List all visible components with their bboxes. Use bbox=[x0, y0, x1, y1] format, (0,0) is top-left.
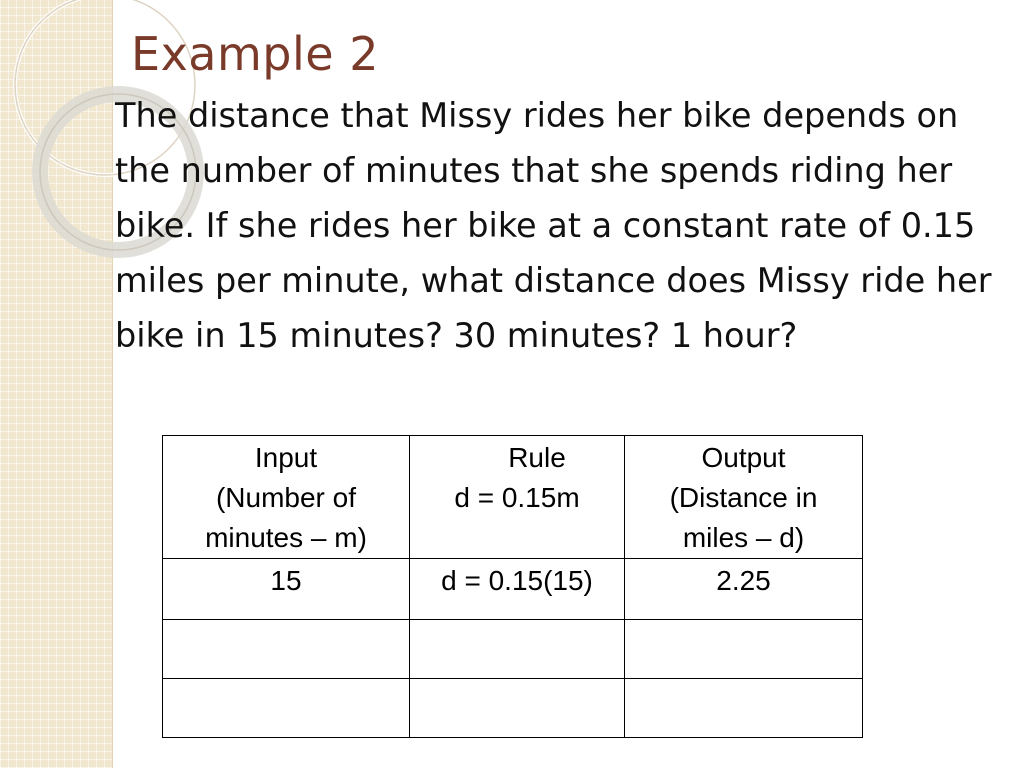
header-line: (Number of bbox=[215, 482, 357, 513]
header-line: Input bbox=[254, 442, 318, 473]
output-header bbox=[625, 436, 863, 559]
header-line: minutes – m) bbox=[205, 522, 367, 553]
table-cell bbox=[625, 620, 863, 679]
table-row bbox=[163, 559, 863, 620]
table-cell bbox=[410, 620, 625, 679]
input-header bbox=[163, 436, 410, 559]
header-line: d = 0.15m bbox=[454, 482, 580, 513]
header-line: miles – d) bbox=[682, 522, 805, 553]
table-cell bbox=[410, 679, 625, 738]
slide-title: Example 2 bbox=[131, 27, 379, 81]
problem-text: The distance that Missy rides her bike depends on the number of minutes that she spends riding her bike. If she rides her bike at a constant rate of 0.15 miles per minute, what distance does Missy ride her bike in 15 minutes? 30 minutes? 1 hour? bbox=[115, 96, 992, 355]
table-row bbox=[163, 679, 863, 738]
table-cell: 2.25 bbox=[625, 559, 863, 620]
header-line: Output bbox=[701, 442, 786, 473]
table-cell: d = 0.15(15) bbox=[410, 559, 625, 620]
header-line: Rule bbox=[508, 442, 566, 473]
table-cell bbox=[625, 679, 863, 738]
header-line: (Distance in bbox=[669, 482, 818, 513]
table-cell bbox=[163, 620, 410, 679]
table-cell: 15 bbox=[163, 559, 410, 620]
table-header-row bbox=[163, 436, 863, 559]
table-row bbox=[163, 620, 863, 679]
table-cell bbox=[163, 679, 410, 738]
input-rule-output-table bbox=[162, 435, 863, 738]
rule-header bbox=[410, 436, 625, 559]
